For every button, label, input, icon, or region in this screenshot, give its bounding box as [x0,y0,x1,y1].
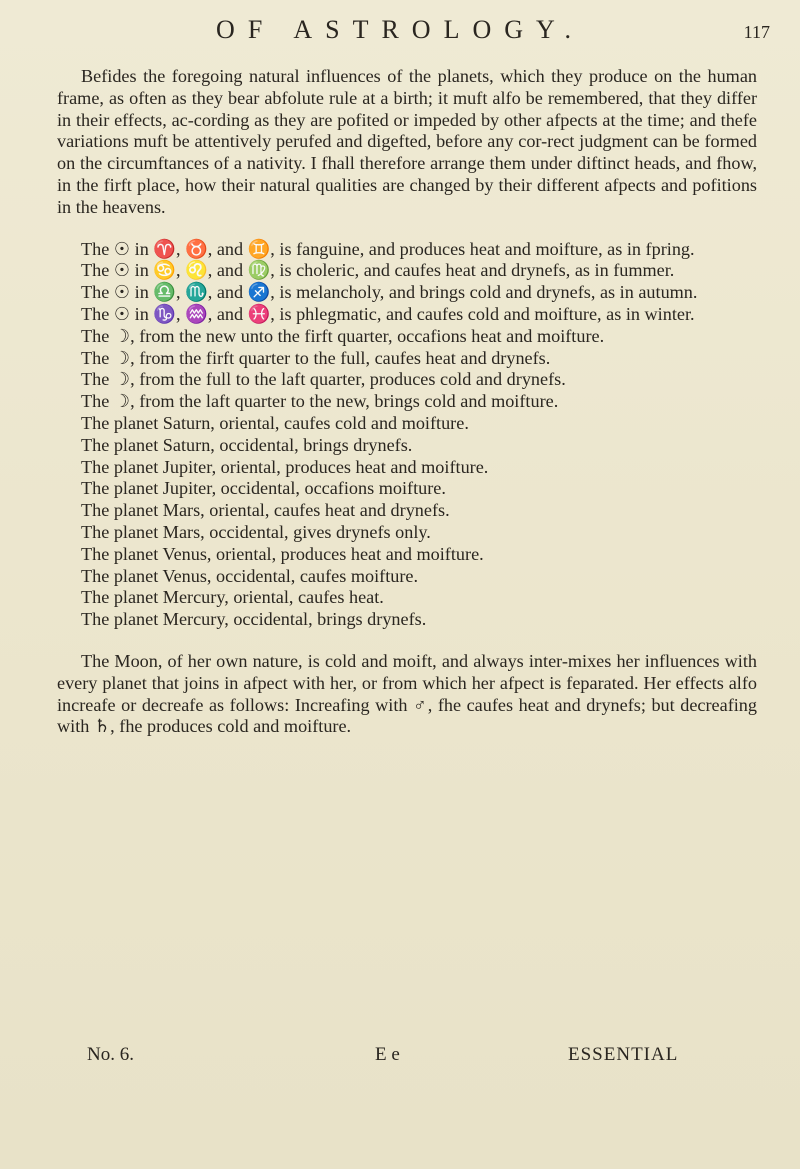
rule-item: The planet Saturn, occidental, brings drynefs. [81,434,413,455]
rule-item: The ☉ in ♑, ♒, and ♓, is phlegmatic, and caufes cold and moifture, as in winter. [81,303,695,324]
body-text [57,66,757,738]
rule-item: The ☉ in ♎, ♏, and ♐, is melancholy, and brings cold and drynefs, as in autumn. [81,282,698,303]
catchword: ESSENTIAL [568,1044,679,1065]
rule-item: The ☉ in ♈, ♉, and ♊, is fanguine, and produces heat and moifture, as in fpring. [81,238,695,259]
rule-item: The planet Saturn, oriental, caufes cold and moifture. [81,412,469,433]
rule-item: The ☽, from the new unto the firft quarter, occafions heat and moifture. [81,325,605,346]
rule-item: The planet Mercury, occidental, brings drynefs. [81,609,427,630]
running-title: OF ASTROLOGY. [216,15,584,44]
page-footer [0,1044,800,1074]
moon-paragraph: The Moon, of her own nature, is cold and moift, and always inter-mixes her influences with every planet that joins in afpect with her, or from which her afpect is feparated. Her effects alfo increafe or decreafe as follows: Increafing with ♂, fhe caufes heat and drynefs; but decreafing with ♄, fhe produces cold and moifture. [57,650,757,737]
influence-rules-list [57,239,757,631]
rule-item: The planet Mars, occidental, gives drynefs only. [81,521,431,542]
rule-item: The ☽, from the full to the laft quarter, produces cold and drynefs. [81,369,566,390]
section-gap [57,219,757,239]
rule-item: The ☉ in ♋, ♌, and ♍, is choleric, and caufes heat and drynefs, as in fummer. [81,260,675,281]
sheet-mark: E e [375,1044,400,1065]
page-number: 117 [743,22,770,42]
rule-item: The planet Venus, oriental, produces heat and moifture. [81,543,484,564]
signature-mark: No. 6. [87,1044,134,1065]
intro-paragraph: Befides the foregoing natural influences of the planets, which they produce on the human frame, as often as they bear abfolute rule at a birth; it muft alfo be remembered, that they differ in their effects, ac-cording as they are pofited or impeded by other afpects at the time; and thefe variations muft be attentively perufed and digefted, before any cor-rect judgment can be formed on the circumftances of a nativity. I fhall therefore arrange them under diftinct heads, and fhow, in the firft place, how their natural qualities are changed by their different afpects and pofitions in the heavens. [57,66,757,217]
rule-item: The planet Jupiter, oriental, produces heat and moifture. [81,456,489,477]
page-header [0,12,800,48]
rule-item: The planet Mercury, oriental, caufes heat. [81,587,384,608]
rule-item: The planet Mars, oriental, caufes heat and drynefs. [81,500,450,521]
rule-item: The ☽, from the firft quarter to the full, caufes heat and drynefs. [81,347,551,368]
section-gap [57,631,757,651]
rule-item: The planet Jupiter, occidental, occafions moifture. [81,478,446,499]
rule-item: The planet Venus, occidental, caufes moifture. [81,565,419,586]
rule-item: The ☽, from the laft quarter to the new, brings cold and moifture. [81,391,559,412]
